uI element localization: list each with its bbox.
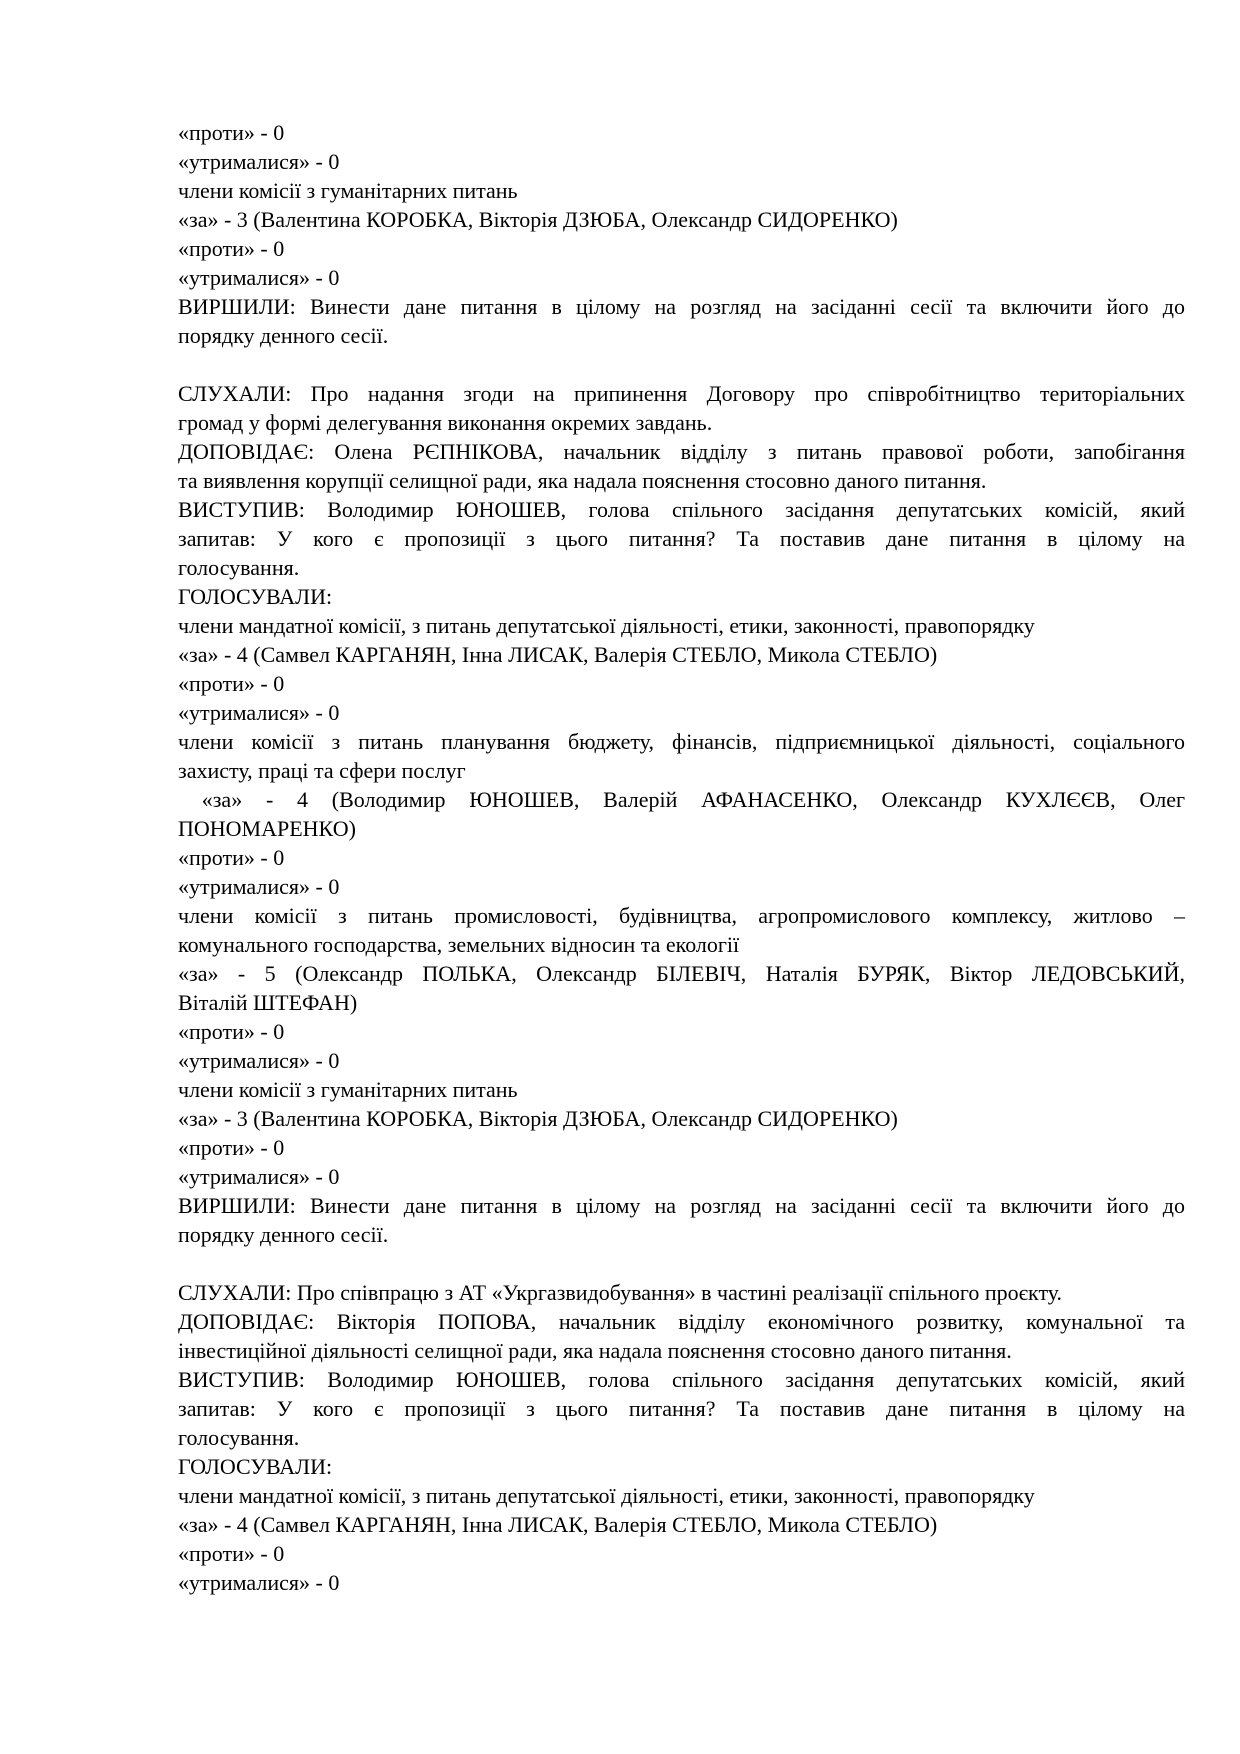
speaker-line: ВИСТУПИВ: Володимир ЮНОШЕВ, голова спільного засідання депутатських комісій, який	[178, 1367, 1185, 1392]
paragraph-gap	[178, 1249, 1185, 1278]
speaker-line: ВИСТУПИВ: Володимир ЮНОШЕВ, голова спільного засідання депутатських комісій, який	[178, 497, 1185, 522]
reporter-line-end: інвестиційної діяльності селищної ради, яка надала пояснення стосовно даного питання.	[178, 1338, 1012, 1363]
vote-against: «проти» - 0	[178, 1135, 285, 1160]
vote-for: «за» - 4 (Володимир ЮНОШЕВ, Валерій АФАНАСЕНКО, Олександр КУХЛЄЄВ, Олег	[178, 787, 1185, 812]
vote-abstained: «утрималися» - 0	[178, 874, 340, 899]
vote-abstained: «утрималися» - 0	[178, 1164, 340, 1189]
commission-mandate: члени мандатної комісії, з питань депутатської діяльності, етики, законності, правопорядку	[178, 1483, 1035, 1508]
speaker-line-2: запитав: У кого є пропозиції з цього питання? Та поставив дане питання в цілому на	[178, 526, 1185, 551]
vote-against: «проти» - 0	[178, 236, 285, 261]
vote-against: «проти» - 0	[178, 1019, 285, 1044]
speaker-line-2: запитав: У кого є пропозиції з цього питання? Та поставив дане питання в цілому на	[178, 1396, 1185, 1421]
voted-heading: ГОЛОСУВАЛИ:	[178, 1454, 333, 1479]
commission-budget-end: захисту, праці та сфери послуг	[178, 758, 466, 783]
vote-for-end: Віталій ШТЕФАН)	[178, 990, 358, 1015]
decision-line-end: порядку денного сесії.	[178, 323, 389, 348]
vote-for: «за» - 5 (Олександр ПОЛЬКА, Олександр БІЛЕВІЧ, Наталія БУРЯК, Віктор ЛЕДОВСЬКИЙ,	[178, 961, 1185, 986]
decision-line: ВИРШИЛИ: Винести дане питання в цілому на розгляд на засіданні сесії та включити його до	[178, 294, 1185, 319]
reporter-line: ДОПОВІДАЄ: Вікторія ПОПОВА, начальник відділу економічного розвитку, комунальної та	[178, 1309, 1185, 1334]
vote-abstained: «утрималися» - 0	[178, 700, 340, 725]
vote-for-end: ПОНОМАРЕНКО)	[178, 816, 356, 841]
vote-abstained: «утрималися» - 0	[178, 149, 340, 174]
vote-for: «за» - 4 (Самвел КАРГАНЯН, Інна ЛИСАК, Валерія СТЕБЛО, Микола СТЕБЛО)	[178, 1512, 938, 1537]
heard-line: СЛУХАЛИ: Про надання згоди на припинення Договору про співробітництво територіальних	[178, 381, 1185, 406]
commission-humanitarian: члени комісії з гуманітарних питань	[178, 178, 518, 203]
commission-mandate: члени мандатної комісії, з питань депутатської діяльності, етики, законності, правопорядку	[178, 613, 1035, 638]
decision-line: ВИРШИЛИ: Винести дане питання в цілому на розгляд на засіданні сесії та включити його до	[178, 1193, 1185, 1218]
vote-against: «проти» - 0	[178, 120, 285, 145]
reporter-line-end: та виявлення корупції селищної ради, яка надала пояснення стосовно даного питання.	[178, 468, 987, 493]
reporter-line: ДОПОВІДАЄ: Олена РЄПНІКОВА, начальник відділу з питань правової роботи, запобігання	[178, 439, 1185, 464]
vote-for: «за» - 3 (Валентина КОРОБКА, Вікторія ДЗЮБА, Олександр СИДОРЕНКО)	[178, 207, 898, 232]
vote-abstained: «утрималися» - 0	[178, 265, 340, 290]
paragraph-gap	[178, 350, 1185, 379]
heard-line-end: громад у формі делегування виконання окремих завдань.	[178, 410, 713, 435]
speaker-line-end: голосування.	[178, 1425, 300, 1450]
commission-humanitarian: члени комісії з гуманітарних питань	[178, 1077, 518, 1102]
vote-against: «проти» - 0	[178, 1541, 285, 1566]
vote-for: «за» - 3 (Валентина КОРОБКА, Вікторія ДЗЮБА, Олександр СИДОРЕНКО)	[178, 1106, 898, 1131]
document-text	[178, 118, 1185, 1597]
commission-industry: члени комісії з питань промисловості, будівництва, агропромислового комплексу, житлово –	[178, 903, 1185, 928]
decision-line-end: порядку денного сесії.	[178, 1222, 389, 1247]
speaker-line-end: голосування.	[178, 555, 300, 580]
heard-line: СЛУХАЛИ: Про співпрацю з АТ «Укргазвидобування» в частині реалізації спільного проєкту.	[178, 1280, 1063, 1305]
voted-heading: ГОЛОСУВАЛИ:	[178, 584, 333, 609]
vote-against: «проти» - 0	[178, 671, 285, 696]
vote-abstained: «утрималися» - 0	[178, 1570, 340, 1595]
vote-abstained: «утрималися» - 0	[178, 1048, 340, 1073]
commission-industry-end: комунального господарства, земельних відносин та екології	[178, 932, 740, 957]
commission-budget: члени комісії з питань планування бюджету, фінансів, підприємницької діяльності, соціального	[178, 729, 1185, 754]
vote-against: «проти» - 0	[178, 845, 285, 870]
vote-for: «за» - 4 (Самвел КАРГАНЯН, Інна ЛИСАК, Валерія СТЕБЛО, Микола СТЕБЛО)	[178, 642, 938, 667]
